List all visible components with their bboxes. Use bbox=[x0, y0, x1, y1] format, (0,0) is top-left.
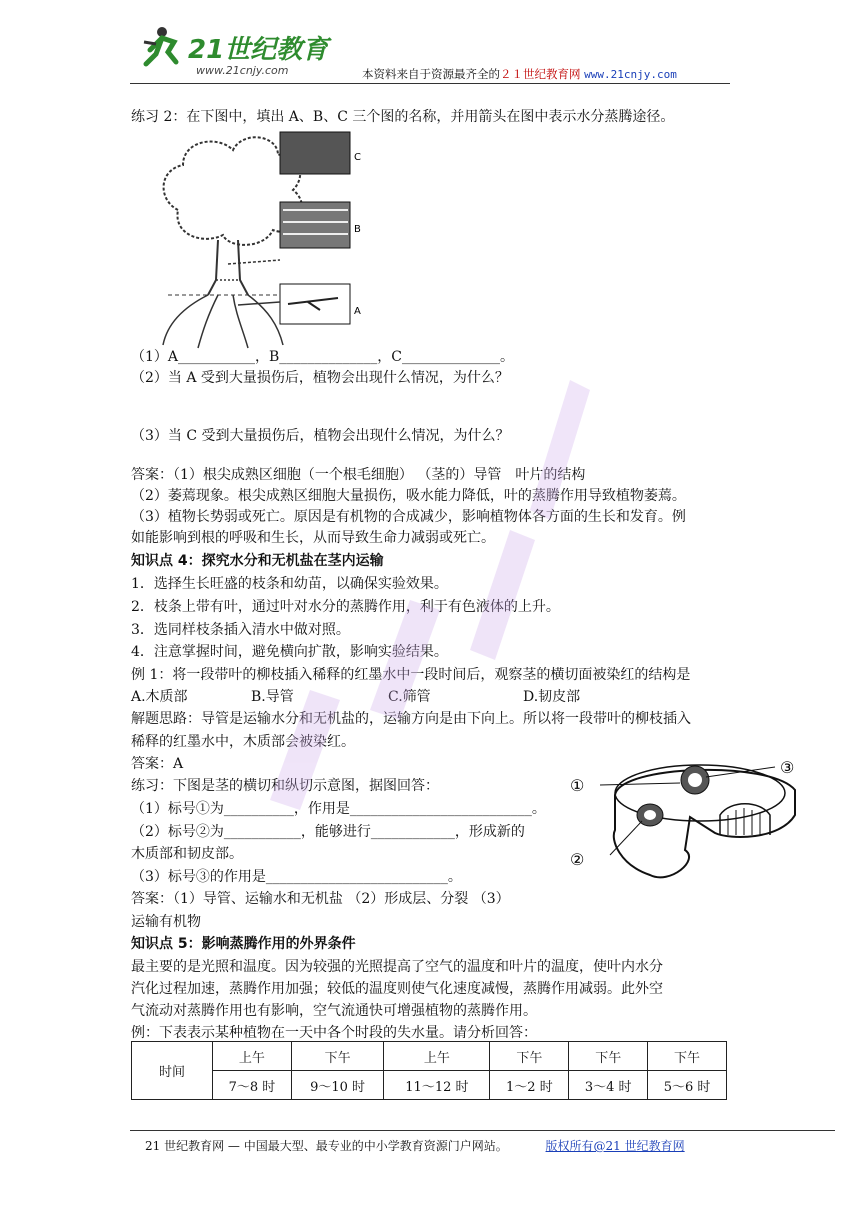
table-cell-period: 下午 bbox=[490, 1042, 569, 1071]
header-note bbox=[362, 66, 677, 82]
table-row bbox=[132, 1071, 727, 1100]
kp4-item-2: 2．枝条上带有叶，通过叶对水分的蒸腾作用，利于有色液体的上升。 bbox=[131, 599, 560, 615]
fig-label-b: B bbox=[354, 224, 361, 235]
footer-text: 21 世纪教育网 — 中国最大型、最专业的中小学教育资源门户网站。 bbox=[145, 1139, 508, 1153]
table-cell-period: 下午 bbox=[569, 1042, 648, 1071]
table-cell-hours: 9～10 时 bbox=[291, 1071, 383, 1100]
practice2-answer1: 答案：（1）根尖成熟区细胞（一个根毛细胞） （茎的）导管 叶片的结构 bbox=[131, 467, 586, 483]
kp4-practice: 练习：下图是茎的横切和纵切示意图，据图回答： bbox=[131, 778, 439, 794]
kp4-item-1: 1．选择生长旺盛的枝条和幼苗，以确保实验效果。 bbox=[131, 576, 448, 592]
kp4-analysis-2: 稀释的红墨水中，木质部会被染红。 bbox=[131, 734, 355, 750]
header-note-prefix: 本资料来自于资源最齐全的 bbox=[362, 67, 500, 81]
table-cell-period: 上午 bbox=[213, 1042, 292, 1071]
kp5-title: 知识点 5：影响蒸腾作用的外界条件 bbox=[131, 936, 356, 952]
table-cell-period: 下午 bbox=[648, 1042, 727, 1071]
kp4-analysis-1: 解题思路：导管是运输水分和无机盐的，运输方向是由下向上。所以将一段带叶的柳枝插入 bbox=[131, 711, 691, 727]
footer-copyright-link[interactable]: 版权所有@21 世纪教育网 bbox=[545, 1139, 685, 1153]
kp4-practice-answer1: 答案：（1）导管、运输水和无机盐 （2）形成层、分裂 （3） bbox=[131, 891, 510, 907]
option-b: B.导管 bbox=[251, 689, 294, 705]
table-row bbox=[132, 1042, 727, 1071]
kp4-item-3: 3．选同样枝条插入清水中做对照。 bbox=[131, 622, 350, 638]
option-d: D.韧皮部 bbox=[523, 689, 581, 705]
runner-icon bbox=[144, 27, 176, 64]
kp4-practice-q2b: 木质部和韧皮部。 bbox=[131, 846, 243, 862]
kp4-practice-answer2: 运输有机物 bbox=[131, 914, 201, 930]
water-loss-table bbox=[131, 1041, 727, 1100]
practice2-answer3b: 如能影响到根的呼吸和生长，从而导致生命力减弱或死亡。 bbox=[131, 530, 495, 546]
option-c: C.筛管 bbox=[388, 689, 431, 705]
kp4-practice-q1: （1）标号①为__________，作用是__________________________。 bbox=[131, 801, 546, 817]
kp5-para-3: 气流动对蒸腾作用也有影响，空气流通快可增强植物的蒸腾作用。 bbox=[131, 1003, 537, 1019]
site-logo bbox=[140, 20, 340, 80]
kp5-example: 例：下表表示某种植物在一天中各个时段的失水量。请分析回答： bbox=[131, 1025, 537, 1041]
header-divider bbox=[130, 83, 730, 84]
kp4-title: 知识点 4：探究水分和无机盐在茎内运输 bbox=[131, 553, 384, 569]
practice2-q1: （1）A___________，B______________，C______________。 bbox=[131, 349, 515, 365]
practice2-q3: （3）当 C 受到大量损伤后，植物会出现什么情况，为什么？ bbox=[131, 428, 510, 444]
table-cell-hours: 11～12 时 bbox=[384, 1071, 490, 1100]
stem-section-figure bbox=[570, 755, 800, 895]
kp4-practice-q2: （2）标号②为___________，能够进行____________，形成新的 bbox=[131, 824, 525, 840]
kp4-practice-q3: （3）标号③的作用是__________________________。 bbox=[131, 869, 462, 885]
logo-text: 21世纪教育 bbox=[188, 35, 329, 65]
marker-3: ③ bbox=[780, 758, 795, 777]
table-cell-hours: 1～2 时 bbox=[490, 1071, 569, 1100]
footer bbox=[145, 1137, 685, 1154]
marker-1: ① bbox=[570, 776, 585, 795]
kp4-item-4: 4．注意掌握时间，避免横向扩散，影响实验结果。 bbox=[131, 644, 448, 660]
practice2-answer3a: （3）植物长势弱或死亡。原因是有机物的合成减少，影响植物体各方面的生长和发育。例 bbox=[131, 509, 686, 525]
footer-divider bbox=[130, 1130, 835, 1131]
practice2-answer2: （2）萎蔫现象。根尖成熟区细胞大量损伤，吸水能力降低，叶的蒸腾作用导致植物萎蔫。 bbox=[131, 488, 686, 504]
fig-label-c: C bbox=[354, 152, 361, 163]
logo-url: www.21cnjy.com bbox=[196, 64, 289, 77]
kp5-para-1: 最主要的是光照和温度。因为较强的光照提高了空气的温度和叶片的温度，使叶内水分 bbox=[131, 959, 663, 975]
header-url-link[interactable]: www.21cnjy.com bbox=[584, 68, 677, 81]
kp5-para-2: 汽化过程加速，蒸腾作用加强；较低的温度则使气化速度减慢，蒸腾作用减弱。此外空 bbox=[131, 981, 663, 997]
practice2-q2: （2）当 A 受到大量损伤后，植物会出现什么情况，为什么？ bbox=[131, 370, 509, 386]
kp4-answer: 答案：A bbox=[131, 756, 184, 772]
table-cell-period: 下午 bbox=[291, 1042, 383, 1071]
header-site-name: ２１世纪教育网 bbox=[500, 67, 581, 81]
table-row-header: 时间 bbox=[132, 1042, 213, 1100]
option-a: A.木质部 bbox=[131, 689, 188, 705]
table-cell-hours: 7～8 时 bbox=[213, 1071, 292, 1100]
kp4-example1: 例 1：将一段带叶的柳枝插入稀释的红墨水中一段时间后，观察茎的横切面被染红的结构是 bbox=[131, 667, 691, 683]
marker-2: ② bbox=[570, 850, 585, 869]
tree-transport-figure bbox=[148, 130, 360, 350]
table-cell-hours: 3～4 时 bbox=[569, 1071, 648, 1100]
table-cell-period: 上午 bbox=[384, 1042, 490, 1071]
table-cell-hours: 5～6 时 bbox=[648, 1071, 727, 1100]
fig-label-a: A bbox=[354, 306, 361, 317]
practice2-title: 练习 2：在下图中，填出 A、B、C 三个图的名称，并用箭头在图中表示水分蒸腾途径。 bbox=[131, 109, 675, 125]
